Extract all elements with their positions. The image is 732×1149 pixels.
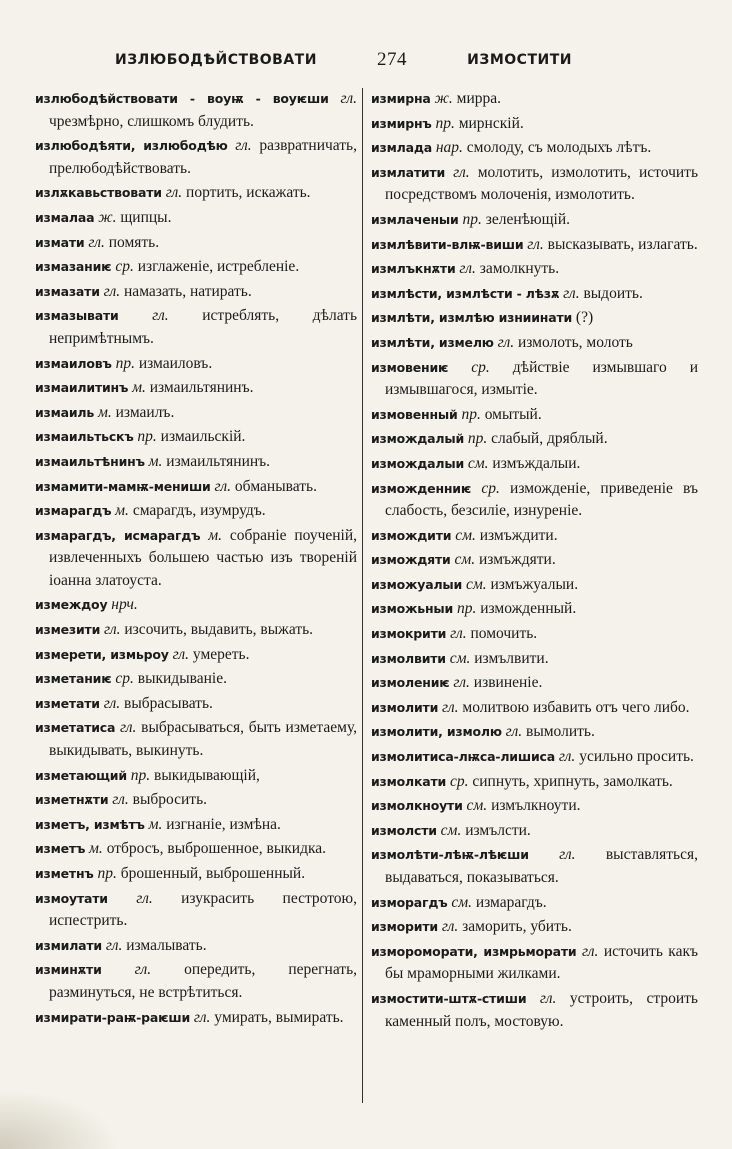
dictionary-entry xyxy=(35,207,357,230)
entry-headword: изметатиса xyxy=(35,720,116,736)
entry-definition: выставляться, выдаваться, показываться. xyxy=(385,846,699,886)
entry-grammar: гл. xyxy=(112,791,129,809)
entry-definition: устроить, строить каменный полъ, мостовую. xyxy=(385,989,698,1030)
entry-headword: изметати xyxy=(35,695,100,711)
entry-grammar: см. xyxy=(440,821,462,839)
entry-grammar: гл. xyxy=(172,645,190,663)
entry-headword: изморагдъ xyxy=(371,894,448,910)
entry-headword: измолкати xyxy=(371,773,447,789)
dictionary-entry xyxy=(371,623,698,646)
entry-grammar: пр. xyxy=(97,865,117,882)
entry-headword: измостити-штѫ-стиши xyxy=(371,990,527,1006)
dictionary-entry xyxy=(35,765,357,788)
entry-definition: извиненіе. xyxy=(473,674,543,692)
dictionary-entry xyxy=(35,88,357,133)
entry-headword: измати xyxy=(35,234,85,250)
dictionary-entry xyxy=(371,988,698,1033)
entry-grammar: ср. xyxy=(449,772,469,790)
entry-headword: изметнѫти xyxy=(35,792,109,808)
entry-grammar: пр. xyxy=(130,766,151,784)
entry-headword: измлѣти, измлѣю изниинати xyxy=(371,310,573,326)
dictionary-entry xyxy=(371,941,698,986)
entry-grammar: пр. xyxy=(115,354,135,372)
entry-grammar: гл. xyxy=(88,233,105,251)
entry-headword: измилати xyxy=(35,937,102,953)
entry-grammar: гл. xyxy=(453,163,470,181)
entry-definition: изсочить, выдавить, выжать. xyxy=(124,621,314,639)
entry-headword: измождалый xyxy=(371,431,465,447)
dictionary-entry xyxy=(35,863,357,886)
entry-definition: измаиловъ. xyxy=(138,354,213,372)
entry-definition: умереть. xyxy=(192,645,250,663)
dictionary-entry xyxy=(371,357,698,402)
entry-definition: измаилъ. xyxy=(115,403,175,421)
entry-definition: измъждалыи. xyxy=(492,454,581,472)
entry-definition: чрезмѣрно, слишкомъ блудить. xyxy=(49,112,254,130)
entry-definition: (?) xyxy=(575,309,594,327)
entry-definition: измълвити. xyxy=(474,649,549,667)
dictionary-entry xyxy=(35,451,357,474)
dictionary-entry xyxy=(371,404,698,427)
entry-definition: изглаженіе, истребленіе. xyxy=(137,258,300,276)
entry-grammar: ср. xyxy=(115,258,134,276)
entry-grammar: гл. xyxy=(441,918,459,936)
dictionary-entry xyxy=(371,916,698,939)
entry-grammar: пр. xyxy=(456,600,477,618)
entry-grammar: см. xyxy=(466,797,488,815)
dictionary-entry xyxy=(35,353,357,376)
dictionary-entry xyxy=(371,574,698,597)
entry-grammar: м. xyxy=(208,526,223,544)
entry-grammar: см. xyxy=(451,893,472,911)
entry-definition: омытый. xyxy=(484,405,542,423)
entry-headword: изметаниѥ xyxy=(35,671,112,687)
entry-headword: измезити xyxy=(35,622,101,638)
entry-grammar: гл. xyxy=(497,333,515,351)
dictionary-entry xyxy=(371,478,698,523)
entry-headword: изминѫти xyxy=(35,962,102,978)
entry-headword: измарагдъ xyxy=(35,503,112,519)
entry-grammar: м. xyxy=(115,502,129,520)
entry-headword: излюбодѣйствовати - воуѭ - воуѥши xyxy=(35,91,329,106)
entry-headword: измолвити xyxy=(371,650,446,666)
dictionary-entry xyxy=(35,305,357,350)
dictionary-entry xyxy=(35,814,357,837)
entry-headword: измирнъ xyxy=(371,115,432,131)
dictionary-entry xyxy=(371,672,698,695)
dictionary-entry xyxy=(35,935,357,958)
dictionary-entry xyxy=(371,721,698,744)
entry-definition: смарагдъ, изумрудъ. xyxy=(132,502,266,520)
entry-headword: измалаа xyxy=(35,209,95,225)
entry-headword: измаилитинъ xyxy=(35,380,129,396)
entry-definition: измълкноути. xyxy=(491,797,581,815)
entry-definition: смолоду, съ молодыхъ лѣтъ. xyxy=(466,139,652,157)
entry-definition: помять. xyxy=(108,233,160,251)
entry-definition: брошенный, выброшенный. xyxy=(120,865,306,882)
entry-definition: изгнаніе, измѣна. xyxy=(166,815,281,833)
entry-definition: слабый, дряблый. xyxy=(491,430,608,448)
entry-headword: изметъ xyxy=(35,841,86,857)
entry-headword: измолитиса-лѭса-лишиса xyxy=(371,749,555,765)
paper-stain xyxy=(0,1089,120,1149)
entry-grammar: гл. xyxy=(136,889,153,907)
dictionary-entry xyxy=(371,820,698,843)
running-head-left: ИЗЛЮБОДѢЙСТВОВАТИ xyxy=(115,52,317,68)
entry-definition: выкидывающій, xyxy=(154,766,260,784)
entry-headword: измоутати xyxy=(35,890,108,906)
entry-headword: измазывати xyxy=(35,308,119,324)
entry-definition: источить какъ бы мраморными жилками. xyxy=(385,942,699,983)
entry-definition: намазать, натирать. xyxy=(124,282,252,300)
dictionary-entry xyxy=(35,232,357,255)
entry-definition: отбросъ, выброшенное, выкидка. xyxy=(106,840,327,858)
entry-headword: излюбодѣяти, излюбодѣю xyxy=(35,138,228,154)
entry-grammar: см. xyxy=(467,454,489,472)
dictionary-entry xyxy=(371,746,698,769)
entry-definition: умирать, вымирать. xyxy=(214,1008,344,1026)
entry-grammar: м. xyxy=(97,403,112,421)
entry-headword: измокрити xyxy=(371,626,447,642)
entry-headword: измолити xyxy=(371,699,439,715)
entry-grammar: ср. xyxy=(115,670,134,688)
entry-headword: измолити, измолю xyxy=(371,724,502,740)
column-divider xyxy=(362,88,363,1103)
dictionary-entry xyxy=(35,789,357,812)
dictionary-entry xyxy=(35,1007,357,1030)
entry-grammar: нар. xyxy=(435,139,463,157)
entry-grammar: гл. xyxy=(193,1008,211,1026)
entry-headword: измирати-раѭ-раѥши xyxy=(35,1009,191,1025)
dictionary-entry xyxy=(35,644,357,667)
entry-definition: щипцы. xyxy=(120,208,172,226)
entry-grammar: гл. xyxy=(505,723,523,741)
entry-grammar: гл. xyxy=(104,621,121,639)
dictionary-entry xyxy=(371,162,698,207)
entry-headword: измлъкнѫти xyxy=(371,261,456,277)
dictionary-entry xyxy=(35,888,357,933)
entry-headword: измождяти xyxy=(371,552,451,568)
dictionary-entry xyxy=(35,838,357,861)
dictionary-entry xyxy=(35,500,357,523)
entry-definition: замолкнуть. xyxy=(479,260,560,278)
entry-grammar: пр. xyxy=(137,428,157,446)
entry-definition: мирнскій. xyxy=(458,114,524,132)
dictionary-entry xyxy=(371,307,698,330)
entry-definition: измъждити. xyxy=(479,526,558,544)
entry-headword: измазати xyxy=(35,283,100,299)
entry-headword: измаильтѣнинъ xyxy=(35,453,145,469)
entry-grammar: см. xyxy=(454,551,476,569)
entry-definition: измаильтянинъ. xyxy=(166,452,271,470)
running-head-right: ИЗМОСТИТИ xyxy=(467,52,572,68)
entry-definition: обманывать. xyxy=(234,477,317,495)
entry-grammar: пр. xyxy=(435,114,455,132)
entry-grammar: гл. xyxy=(165,184,183,202)
entry-definition: измъжуалыи. xyxy=(490,575,579,593)
entry-grammar: ср. xyxy=(481,479,500,497)
entry-grammar: м. xyxy=(148,815,163,833)
left-column xyxy=(35,88,357,1031)
entry-grammar: гл. xyxy=(235,137,252,155)
dictionary-entry xyxy=(35,476,357,499)
entry-headword: измамити-мамѭ-мениши xyxy=(35,478,211,494)
entry-grammar: гл. xyxy=(558,748,576,766)
entry-grammar: см. xyxy=(455,526,476,544)
entry-definition: молитвою избавить отъ чего либо. xyxy=(462,698,690,716)
entry-definition: измалывать. xyxy=(126,936,207,954)
entry-headword: измолениѥ xyxy=(371,675,450,691)
entry-definition: портить, искажать. xyxy=(186,184,311,202)
entry-grammar: гл. xyxy=(527,235,544,253)
dictionary-entry xyxy=(35,377,357,400)
entry-grammar: см. xyxy=(465,575,487,593)
entry-headword: излѫкавьствовати xyxy=(35,185,162,201)
dictionary-entry xyxy=(371,332,698,355)
entry-definition: помочить. xyxy=(470,625,538,643)
entry-grammar: см. xyxy=(449,649,471,667)
entry-headword: измовенный xyxy=(371,406,458,422)
entry-definition: вымолить. xyxy=(526,723,595,741)
entry-headword: измарагдъ, исмарагдъ xyxy=(35,527,201,543)
entry-definition: собраніе поученій, извлеченныхъ большею частью изъ твореній іоанна златоуста. xyxy=(49,526,358,589)
entry-headword: измождалыи xyxy=(371,455,465,471)
entry-grammar: гл. xyxy=(563,284,580,302)
entry-headword: измолѣти-лѣѭ-лѣѥши xyxy=(371,847,529,863)
entry-definition: мирра. xyxy=(456,90,502,107)
dictionary-entry xyxy=(35,135,357,180)
entry-grammar: гл. xyxy=(214,477,231,495)
entry-definition: измъждяти. xyxy=(479,551,556,569)
entry-definition: дѣйствіе измывшаго и измывшагося, измытіе. xyxy=(385,358,699,399)
entry-definition: выбросить. xyxy=(132,791,208,809)
dictionary-entry xyxy=(371,283,698,306)
dictionary-entry xyxy=(35,619,357,642)
entry-definition: изможденіе, приведеніе въ слабость, безсиліе, изнуреніе. xyxy=(385,479,699,520)
entry-grammar: гл. xyxy=(103,282,121,300)
entry-headword: изможденниѥ xyxy=(371,480,472,496)
entry-grammar: пр. xyxy=(462,210,482,228)
entry-definition: зеленѣющій. xyxy=(485,210,571,228)
entry-definition: измолоть, молоть xyxy=(517,333,633,351)
page-number: 274 xyxy=(377,49,408,70)
dictionary-entry xyxy=(35,693,357,716)
dictionary-entry xyxy=(371,453,698,476)
entry-grammar: гл. xyxy=(581,942,599,960)
entry-definition: измълсти. xyxy=(465,821,531,839)
entry-grammar: пр. xyxy=(467,430,488,448)
entry-headword: измлада xyxy=(371,140,432,156)
dictionary-entry xyxy=(371,844,698,889)
entry-headword: изможуалыи xyxy=(371,576,463,592)
entry-headword: измаильтьскъ xyxy=(35,429,134,445)
entry-grammar: гл. xyxy=(559,846,576,864)
entry-grammar: гл. xyxy=(450,625,467,643)
entry-headword: измлаченыи xyxy=(371,211,459,227)
dictionary-entry xyxy=(371,258,698,281)
entry-definition: высказывать, излагать. xyxy=(547,235,698,253)
dictionary-entry xyxy=(371,598,698,621)
dictionary-entry xyxy=(371,892,698,915)
entry-headword: изметнъ xyxy=(35,866,94,881)
dictionary-entry xyxy=(35,959,357,1004)
entry-headword: измлатити xyxy=(371,164,446,180)
entry-headword: измовениѥ xyxy=(371,359,449,375)
entry-definition: сипнуть, хрипнуть, замолкать. xyxy=(472,772,673,790)
entry-definition: изможденный. xyxy=(480,600,577,618)
entry-grammar: гл. xyxy=(152,307,169,325)
entry-headword: изможьныи xyxy=(371,601,454,617)
entry-grammar: гл. xyxy=(103,694,121,712)
entry-definition: истреблять, дѣлать непримѣтнымъ. xyxy=(49,307,358,347)
entry-definition: измаильтянинъ. xyxy=(149,379,254,397)
dictionary-entry xyxy=(371,137,698,160)
entry-headword: измирна xyxy=(371,91,431,106)
entry-grammar: ж. xyxy=(434,90,453,107)
dictionary-entry xyxy=(35,717,357,762)
entry-definition: выкидываніе. xyxy=(137,670,227,688)
dictionary-entry xyxy=(371,795,698,818)
dictionary-entry xyxy=(35,594,357,617)
entry-headword: измеждоу xyxy=(35,597,108,613)
dictionary-entry xyxy=(371,234,698,257)
entry-headword: изметающий xyxy=(35,767,127,783)
entry-headword: изморити xyxy=(371,919,438,935)
entry-definition: выбрасывать. xyxy=(124,694,213,712)
entry-definition: изукрасить пестротою, испестрить. xyxy=(49,889,358,930)
entry-headword: измаиль xyxy=(35,404,95,420)
entry-headword: измлѣвити-влѭ-виши xyxy=(371,236,524,252)
dictionary-entry xyxy=(371,88,698,111)
entry-headword: измазаниѥ xyxy=(35,259,112,275)
dictionary-entry xyxy=(371,113,698,136)
entry-definition: усильно просить. xyxy=(579,748,694,766)
entry-definition: молотить, измолотить, источить посредствомъ молоченія, измолотить. xyxy=(385,163,699,204)
entry-definition: выбрасываться, быть изметаему, выкидывать, выкинуть. xyxy=(49,719,358,760)
entry-grammar: пр. xyxy=(461,405,481,423)
entry-definition: опередить, перегнать, разминуться, не встрѣтиться. xyxy=(49,961,358,1001)
dictionary-entry xyxy=(35,182,357,205)
entry-grammar: нрч. xyxy=(111,596,138,614)
entry-grammar: м. xyxy=(148,452,163,470)
dictionary-entry xyxy=(35,256,357,279)
entry-headword: измороморати, измрьморати xyxy=(371,943,577,959)
entry-grammar: гл. xyxy=(459,260,476,278)
dictionary-entry xyxy=(371,549,698,572)
entry-headword: изметъ, измѣтъ xyxy=(35,816,145,832)
entry-grammar: ср. xyxy=(471,358,490,376)
entry-headword: измаиловъ xyxy=(35,355,112,371)
entry-grammar: м. xyxy=(132,379,146,397)
entry-grammar: гл. xyxy=(105,936,123,954)
dictionary-entry xyxy=(371,771,698,794)
entry-definition: заморить, убить. xyxy=(462,918,572,936)
entry-grammar: гл. xyxy=(340,90,357,107)
entry-headword: измолкноути xyxy=(371,798,463,814)
entry-headword: измлѣсти, измлѣсти - лѣзѫ xyxy=(371,285,560,301)
entry-grammar: гл. xyxy=(119,719,137,737)
entry-headword: измлѣти, измелю xyxy=(371,334,494,350)
dictionary-entry xyxy=(371,428,698,451)
entry-headword: измерети, измьроу xyxy=(35,646,169,662)
entry-definition: развратничать, прелюбодѣйствовать. xyxy=(49,137,357,177)
dictionary-entry xyxy=(371,697,698,720)
dictionary-entry xyxy=(371,209,698,232)
entry-headword: измождити xyxy=(371,527,452,543)
entry-definition: измаильскій. xyxy=(160,428,246,446)
dictionary-entry xyxy=(371,525,698,548)
entry-grammar: гл. xyxy=(134,961,152,979)
right-column xyxy=(371,88,698,1035)
entry-grammar: м. xyxy=(89,840,103,858)
page-header xyxy=(30,46,702,74)
dictionary-entry xyxy=(371,648,698,671)
entry-grammar: гл. xyxy=(539,989,557,1007)
entry-definition: измарагдъ. xyxy=(475,893,547,911)
dictionary-entry xyxy=(35,525,357,593)
entry-grammar: гл. xyxy=(453,674,470,692)
dictionary-entry xyxy=(35,426,357,449)
dictionary-entry xyxy=(35,281,357,304)
dictionary-entry xyxy=(35,668,357,691)
entry-definition: выдоить. xyxy=(583,284,643,302)
entry-headword: измолсти xyxy=(371,822,437,838)
entry-grammar: гл. xyxy=(442,698,459,716)
entry-grammar: ж. xyxy=(98,208,117,226)
dictionary-entry xyxy=(35,402,357,425)
